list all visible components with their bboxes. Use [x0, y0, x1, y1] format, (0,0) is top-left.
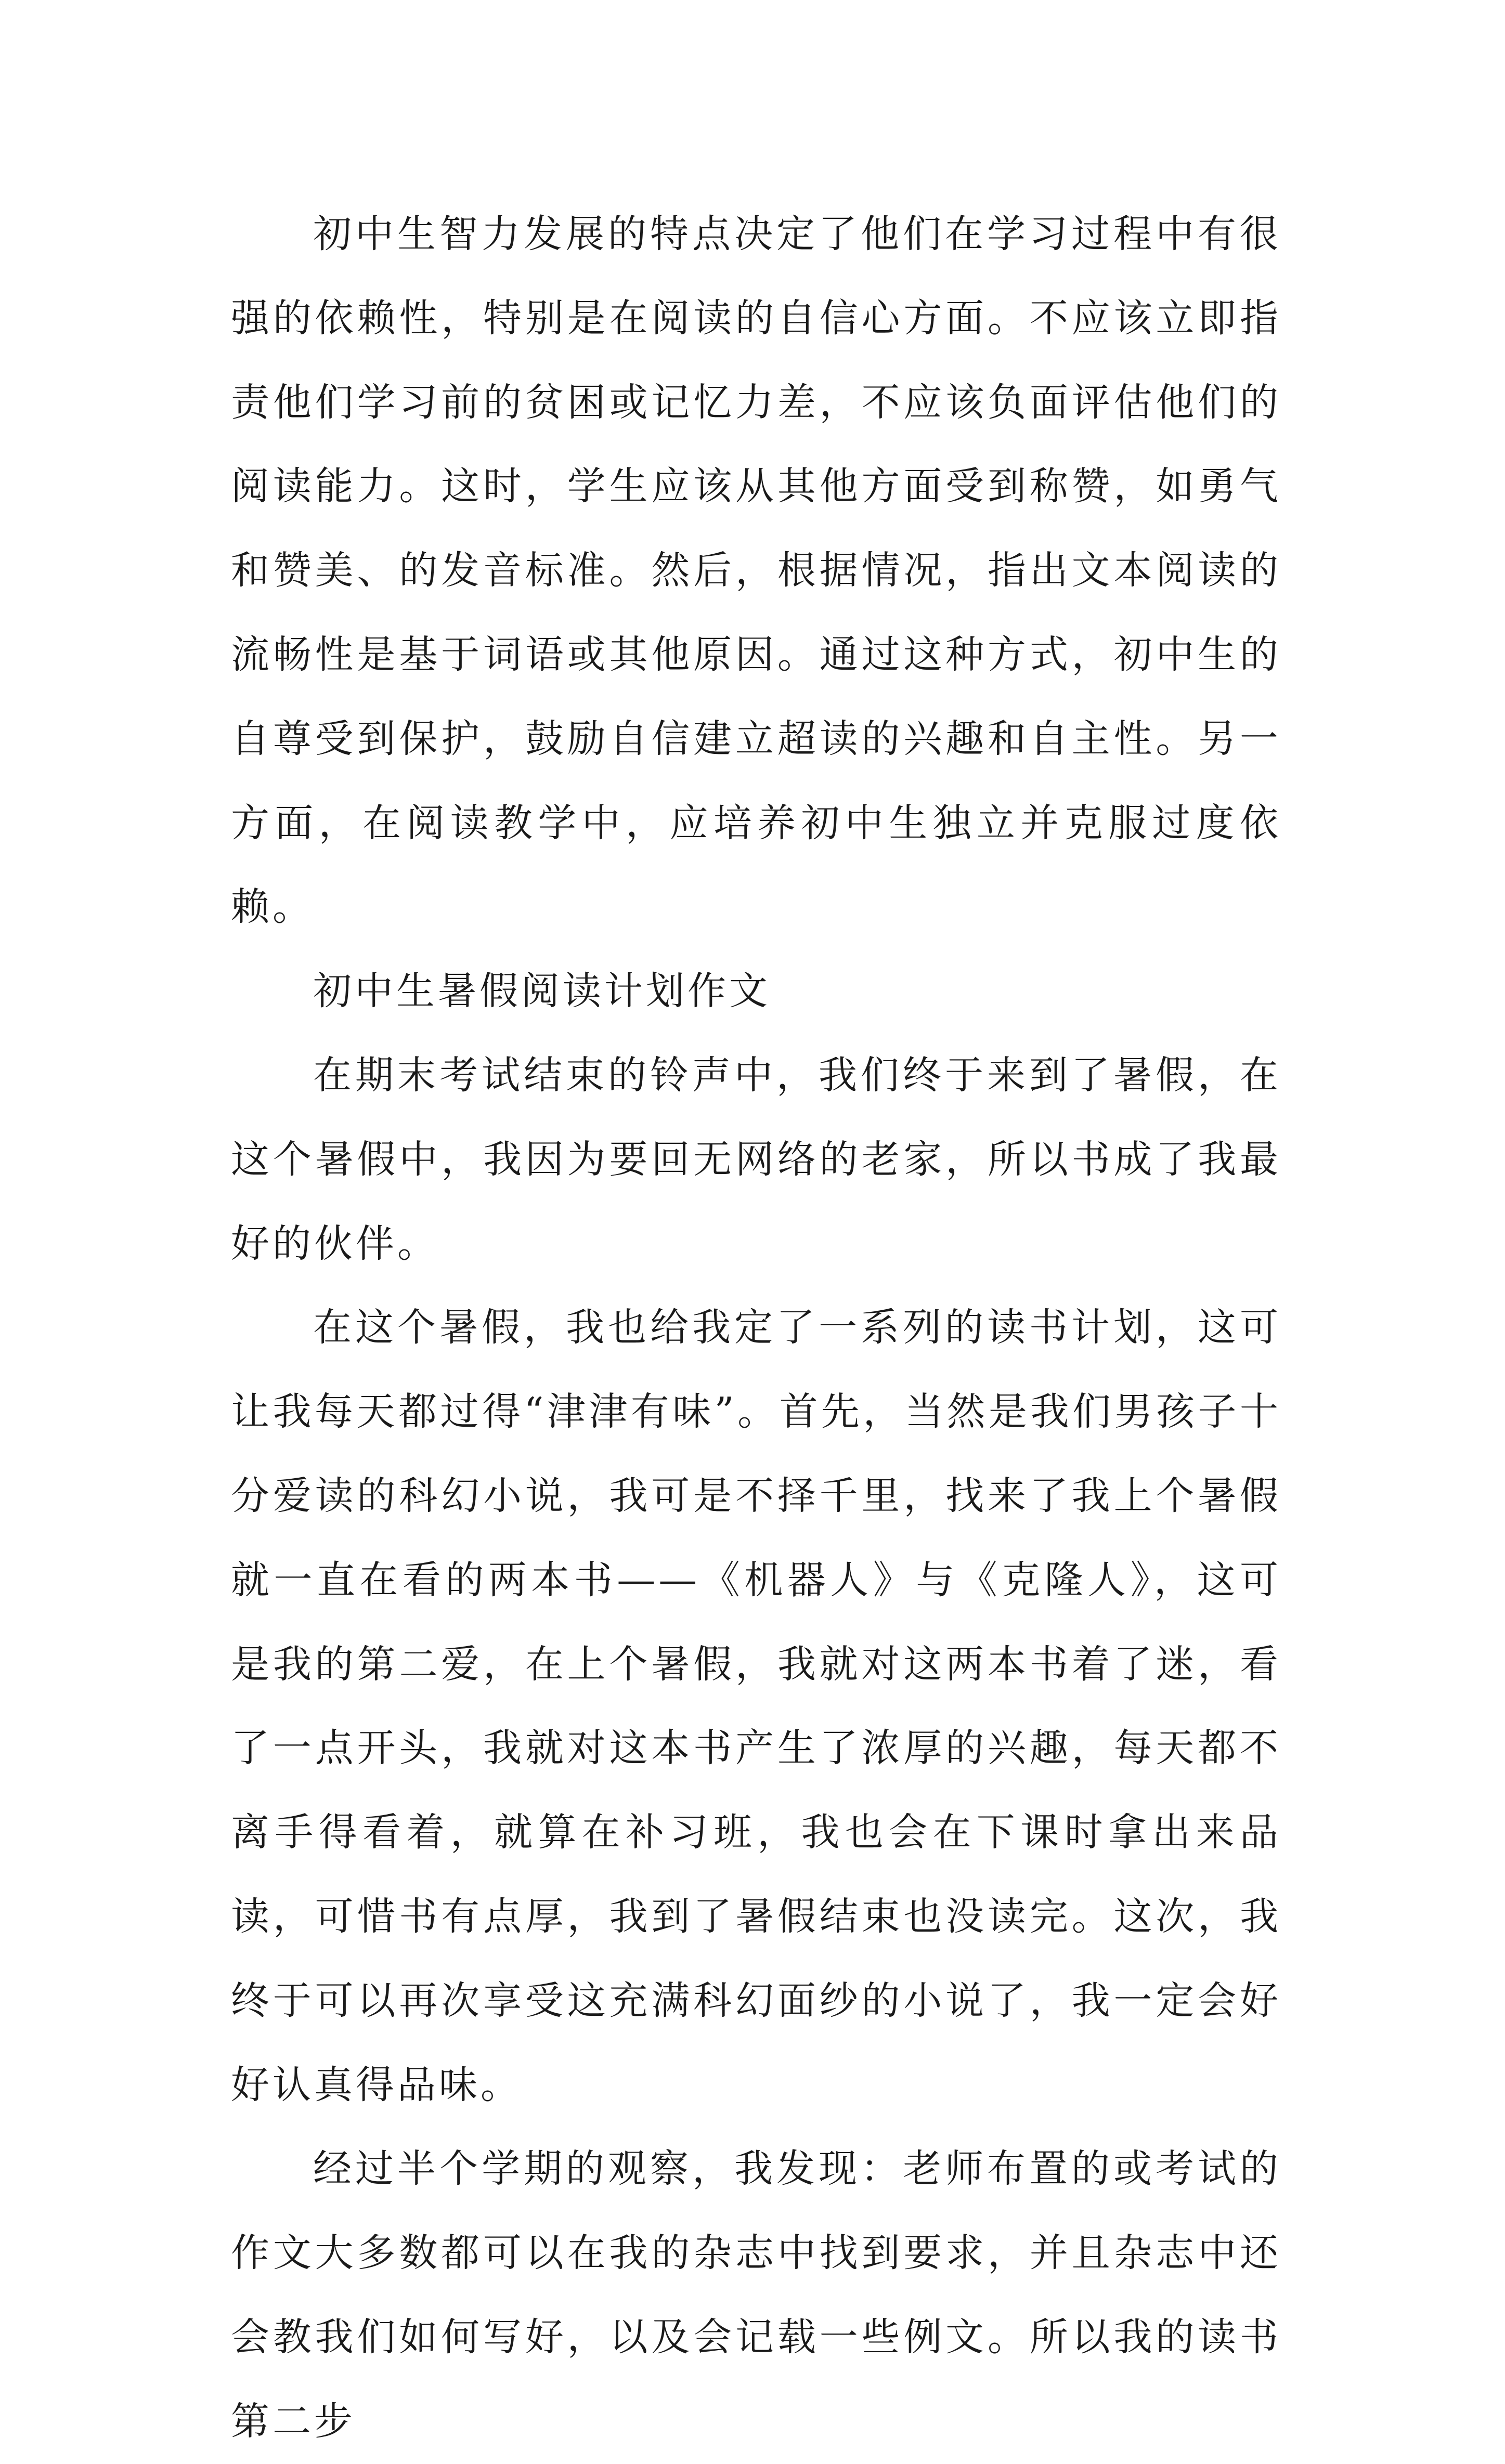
paragraph-magazine: 经过半个学期的观察，我发现：老师布置的或考试的作文大多数都可以在我的杂志中找到要求，并且杂志中还会教我们如何写好，以及会记载一些例文。所以我的读书第二步 — [231, 2146, 1281, 2444]
paragraph-summer-start: 在期末考试结束的铃声中，我们终于来到了暑假，在这个暑假中，我因为要回无网络的老家，所以书成了我最好的伙伴。 — [231, 1052, 1281, 1266]
essay-title: 初中生暑假阅读计划作文 — [313, 969, 771, 1014]
paragraph-reading-dependence: 初中生智力发展的特点决定了他们在学习过程中有很强的依赖性，特别是在阅读的自信心方面。不应该立即指责他们学习前的贫困或记忆力差，不应该负面评估他们的阅读能力。这时，学生应该从其他方面受到称赞，如勇气和赞美、的发音标准。然后，根据情况，指出文本阅读的流畅性是基于词语或其他原因。通过这种方式，初中生的自尊受到保护，鼓励自信建立超读的兴趣和自主性。另一方面，在阅读教学中，应培养初中生独立并克服过度依赖。 — [231, 212, 1281, 930]
body-text — [231, 192, 1281, 2464]
paragraph-reading-plan: 在这个暑假，我也给我定了一系列的读书计划，这可让我每天都过得“津津有味”。首先，当然是我们男孩子十分爱读的科幻小说，我可是不择千里，找来了我上个暑假就一直在看的两本书——《机器人》与《克隆人》，这可是我的第二爱，在上个暑假，我就对这两本书着了迷，看了一点开头，我就对这本书产生了浓厚的兴趣，每天都不离手得看着，就算在补习班，我也会在下课时拿出来品读，可惜书有点厚，我到了暑假结束也没读完。这次，我终于可以再次享受这充满科幻面纱的小说了，我一定会好好认真得品味。 — [231, 1305, 1281, 2107]
